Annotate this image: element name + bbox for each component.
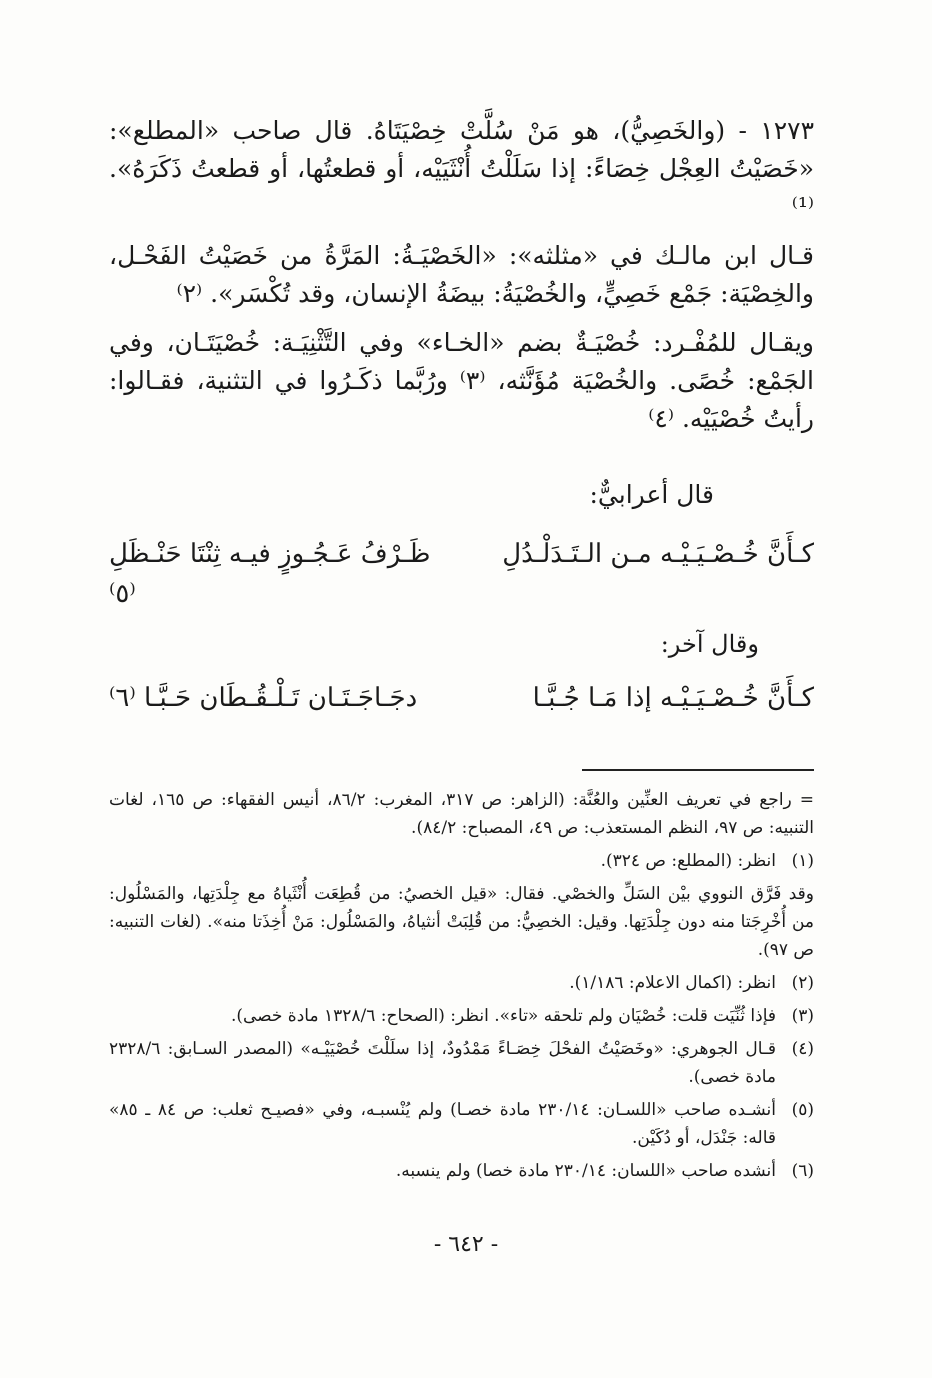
footnote-2 (109, 969, 814, 997)
footnote-1 (109, 847, 814, 875)
footnote-1-number: (١) (791, 851, 814, 871)
footnote-5-text: أنشـده صاحب «اللسـان: ٢٣٠/١٤ مادة خصـا) ولم يُنْسبـه، وفي «فصيـح ثعلب: ص ٨٤ ـ ٨٥» قاله: جَنْدَل، أو دُكَيْن. (109, 1100, 776, 1148)
footnote-2-number: (٢) (791, 973, 814, 993)
footnote-4-text: قـال الجوهري: «وخَصَيْتُ الفحْلَ خِصَـاءً مَمْدُودٌ، إذا سلَلْتَ خُصْيَيْـه» (المصدر السـابق: ٢٣٢٨/٦ مادة خصى). (109, 1039, 776, 1087)
footnote-5-number: (٥) (791, 1100, 814, 1120)
verse-1 (109, 534, 814, 614)
footnote-1-text: انظر: (المطلع: ص ٣٢٤). (600, 851, 776, 871)
footnote-continuation (109, 786, 814, 842)
footnote-divider (582, 769, 814, 771)
footnote-6-text: أنشده صاحب «اللسان: ٢٣٠/١٤ مادة خصا) ولم ينسبه. (395, 1161, 776, 1181)
footnote-continuation-text: = راجع في تعريف العنِّين والعُنَّة: (الزاهر: ص ٣١٧، المغرب: ٨٦/٢، أنيس الفقهاء: ص ١٦٥، لغات التنبيه: ص ٩٧، النظم المستعذب: ص ٤٩، المصباح: ٨٤/٢). (109, 790, 814, 838)
footnote-1-extra-text: وقد فَرَّق النووي بيْن السَلِّ والخصْي. فقال: «قيل الخصيُ: من قُطِعَت أُنْثَياهُ مع جِلْدَتِها، والمَسْلُول: من أُخْرِجَتا منه دون جِلْدَتِها. وقيل: الخصِيُّ: من قُلِبَتْ أنثياهُ، والمَسْلُول: مَنْ أُخِذَتا منه». (لغات التنبيه: ص ٩٧). (109, 884, 814, 960)
footnote-5 (109, 1096, 814, 1152)
poet-intro-2: وقال آخر: (660, 630, 759, 658)
page-number: - ٦٤٢ - (433, 1232, 499, 1257)
poet-intro-1: قال أعرابيٌّ: (589, 480, 714, 509)
footnote-6-number: (٦) (791, 1161, 814, 1181)
footnote-3-number: (٣) (791, 1006, 814, 1026)
verse-1-second-hemistich: ظَـرْفُ عَـجُـوزٍ فيـه ثِنْتَا حَنْـظَلِ ⁽٥⁾ (109, 539, 431, 609)
footnote-1-extra (109, 880, 814, 964)
footnote-3 (109, 1002, 814, 1030)
main-text (109, 112, 814, 718)
paragraph-ibn-malik: قـال ابن مالـك في «مثلثه»: «الخَصْيَـةُ: المَرَّةُ من خَصَيْتُ الفَحْـل، والخِصْيَة: جَمْع خَصِيٍّ، والخُصْيَةُ: بيضَةُ الإنسان، وقد تُكْسَر». ⁽٢⁾ (109, 241, 814, 308)
paragraph-1273: ١٢٧٣ - (والخَصِيُّ)، هو مَنْ سُلَّتْ خِصْيَتَاهُ. قال صاحب «المطلع»: «خَصَيْتُ العِجْل خِصَاءً: إذا سَلَلْتُ أُنْثَيَيْه، أو قطعتُها، أو قطعتُ ذَكَرَهُ». ⁽¹⁾ (109, 116, 814, 221)
verse-1-first-hemistich: كـأَنَّ خُـصْـيَـيْـه مـن الـتَـدَلْـدُلِ (502, 539, 814, 569)
footnote-2-text: انظر: (اكمال الاعلام: ١/١٨٦). (569, 973, 776, 993)
footnote-4-number: (٤) (791, 1039, 814, 1059)
footnote-4 (109, 1035, 814, 1091)
verse-2 (109, 678, 814, 718)
footnotes (109, 786, 814, 1190)
verse-2-first-hemistich: كـأَنَّ خُـصْـيَـيْـه إذا مَـا جُـبَّـا (532, 683, 814, 713)
footnote-3-text: فإذا ثُنِّيَت قلت: خُصْيَان ولم تلحقه «تاء». انظر: (الصحاح: ١٣٢٨/٦ مادة خصى). (230, 1006, 776, 1026)
paragraph-singular-plural: ويقـال للمُفْـرد: خُصْيَـةٌ بضم «الخـاء» وفي التَّثْنِيَـة: خُصْيَتَـان، وفي الجَمْع: خُصًى. والخُصْيَة مُؤَنَّثه، ⁽٣⁾ ورُبَّما ذكَـرُوا في التثنية، فقـالوا: رأيتُ خُصْيَيْه. ⁽٤⁾ (109, 328, 814, 433)
footnote-6 (109, 1157, 814, 1185)
verse-2-second-hemistich: دجَـاجَـتَـان تَـلْـقُـطَان حَـبَّـا ⁽٦⁾ (109, 683, 418, 713)
